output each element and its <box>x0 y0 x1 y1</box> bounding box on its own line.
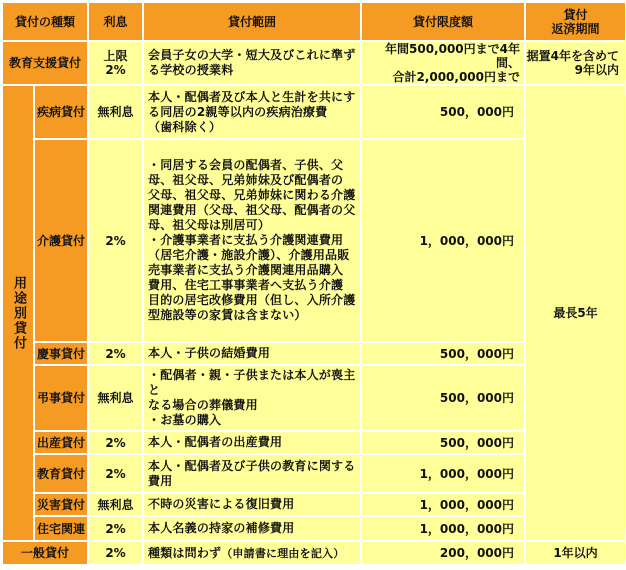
purpose-type: 住宅関連 <box>34 516 88 541</box>
purpose-interest: 2% <box>88 342 143 365</box>
purpose-limit: 1，000，000円 <box>361 139 525 342</box>
scope-line: ・介護事業者に支払う介護関連費用 <box>148 233 344 247</box>
education-interest <box>88 41 143 85</box>
education-interest-line2: 2% <box>105 63 126 77</box>
scope-line: 本人・子供の結婚費用 <box>148 346 271 360</box>
general-interest: 2% <box>88 541 143 565</box>
purpose-type: 介護貸付 <box>34 139 88 342</box>
purpose-interest: 無利息 <box>88 493 143 516</box>
education-repay <box>525 41 626 85</box>
scope-line: 売事業者に支払う介護関連用品購入 <box>148 263 344 277</box>
purpose-interest: 2% <box>88 516 143 541</box>
scope-line: 本人・配偶者及び子供の教育に関する <box>148 458 356 473</box>
purpose-interest: 2% <box>88 454 143 493</box>
general-type: 一般貸付 <box>2 541 88 565</box>
header-repay <box>525 2 626 41</box>
header-limit: 貸付限度額 <box>361 2 525 41</box>
purpose-limit: 500，000円 <box>361 365 525 431</box>
purpose-scope <box>143 342 361 365</box>
education-limit <box>361 41 525 85</box>
purpose-interest: 無利息 <box>88 85 143 139</box>
purpose-scope <box>143 85 361 139</box>
scope-line: 母、祖父母は別居可） <box>148 218 271 232</box>
education-limit-line2: 合計2,000,000円まで <box>392 70 521 84</box>
scope-line: 不時の災害による復旧費用 <box>148 497 295 511</box>
scope-line: 目的の居宅改修費用（但し、入所介護 <box>148 293 356 307</box>
purpose-interest: 2% <box>88 431 143 454</box>
purpose-limit: 1，000，000円 <box>361 454 525 493</box>
header-repay-line2: 返済期間 <box>551 21 600 36</box>
education-interest-line1: 上限 <box>103 49 128 63</box>
purpose-limit: 1，000，000円 <box>361 493 525 516</box>
purpose-interest: 無利息 <box>88 365 143 431</box>
education-scope: 会員子女の大学・短大及びこれに準ずる学校の授業料 <box>143 41 361 85</box>
purpose-limit: 500，000円 <box>361 85 525 139</box>
education-limit-line1: 年間500,000円まで4年間、 <box>385 42 521 70</box>
scope-line: ・同居する会員の配偶者、子供、父 <box>148 158 344 172</box>
scope-line: （歯科除く） <box>148 119 222 134</box>
purpose-scope <box>143 431 361 454</box>
purpose-type: 教育貸付 <box>34 454 88 493</box>
education-type: 教育支援貸付 <box>2 41 88 85</box>
general-scope-main: 種類は問わず <box>148 545 222 560</box>
purpose-scope <box>143 139 361 342</box>
purpose-interest: 2% <box>88 139 143 342</box>
purpose-type: 弔事貸付 <box>34 365 88 431</box>
purpose-type: 疾病貸付 <box>34 85 88 139</box>
scope-line: る同居の2親等以内の疾病治療費 <box>148 104 328 119</box>
header-type: 貸付の種類 <box>2 2 88 41</box>
purpose-scope <box>143 365 361 431</box>
scope-line: 費用 <box>148 473 173 488</box>
education-repay-line1: 据置4年を含めて <box>526 49 620 63</box>
scope-line: 型施設等の家賃は含まない） <box>148 308 307 322</box>
loan-types-table <box>1 1 626 566</box>
scope-line: ・配偶者・親・子供または本人が喪主と <box>148 368 356 397</box>
scope-line: 母、祖父母、兄弟姉妹及び配偶者の <box>148 173 344 187</box>
general-scope <box>143 541 361 565</box>
header-row <box>2 2 626 41</box>
general-limit: 200，000円 <box>361 541 525 565</box>
scope-line: 本人名義の持家の補修費用 <box>148 521 295 535</box>
purpose-limit: 1，000，000円 <box>361 516 525 541</box>
scope-line: （居宅介護・施設介護）、介護用品販 <box>148 248 350 262</box>
purpose-limit: 500，000円 <box>361 431 525 454</box>
general-repay: 1年以内 <box>525 541 626 565</box>
purpose-scope <box>143 454 361 493</box>
education-repay-line2: 9年以内 <box>574 63 620 77</box>
scope-line: なる場合の葬儀費用 <box>148 398 258 412</box>
scope-line: 関連費用（父母、祖父母、配偶者の父 <box>148 203 356 217</box>
scope-line: 本人・配偶者の出産費用 <box>148 435 283 449</box>
scope-line: ・お墓の購入 <box>148 413 222 427</box>
header-repay-line1: 貸付 <box>563 7 588 22</box>
purpose-limit: 500，000円 <box>361 342 525 365</box>
general-scope-note: （申請書に理由を記入） <box>221 546 345 560</box>
scope-line: 父母、祖父母、兄弟姉妹に関わる介護 <box>148 188 356 202</box>
purpose-group-label: 用途別貸付 <box>11 275 26 351</box>
purpose-scope <box>143 516 361 541</box>
purpose-scope <box>143 493 361 516</box>
general-row <box>2 541 626 565</box>
header-scope: 貸付範囲 <box>143 2 361 41</box>
education-row <box>2 41 626 85</box>
purpose-type: 災害貸付 <box>34 493 88 516</box>
purpose-type: 出産貸付 <box>34 431 88 454</box>
purpose-group-label-cell <box>2 85 34 541</box>
scope-line: 本人・配偶者及び本人と生計を共にす <box>148 89 356 104</box>
purpose-repay: 最長5年 <box>525 85 626 541</box>
purpose-row-illness <box>2 85 626 139</box>
scope-line: 費用、住宅工事事業者へ支払う介護 <box>148 278 344 292</box>
header-interest: 利息 <box>88 2 143 41</box>
purpose-type: 慶事貸付 <box>34 342 88 365</box>
